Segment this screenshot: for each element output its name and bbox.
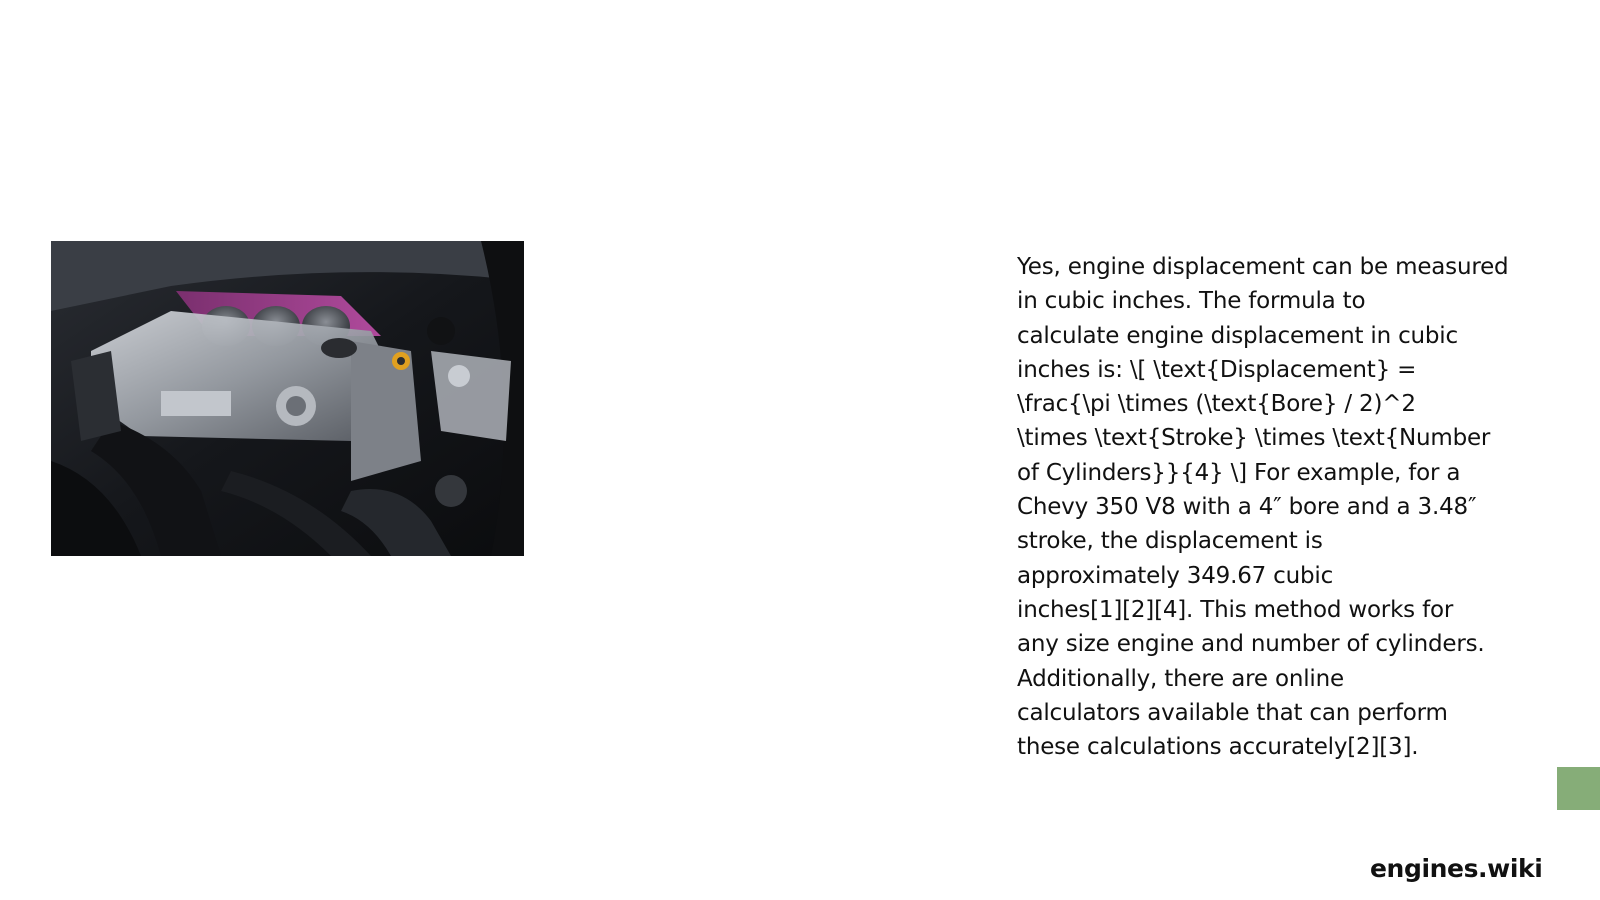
paragraph-line: calculators available that can perform	[1017, 699, 1448, 726]
paragraph-line: approximately 349.67 cubic	[1017, 562, 1334, 589]
paragraph-line: inches is: \[ \text{Displacement} =	[1017, 356, 1417, 383]
paragraph-line: Yes, engine displacement can be measured	[1017, 254, 1509, 280]
paragraph-line: any size engine and number of cylinders.	[1017, 631, 1485, 658]
paragraph-line: calculate engine displacement in cubic	[1017, 322, 1458, 349]
accent-square	[1557, 767, 1600, 810]
paragraph-line: Additionally, there are online	[1017, 665, 1344, 692]
article-paragraph	[1017, 250, 1547, 764]
paragraph-line: \frac{\pi \times (\text{Bore} / 2)^2	[1017, 391, 1416, 418]
paragraph-line: in cubic inches. The formula to	[1017, 288, 1366, 315]
paragraph-line: inches[1][2][4]. This method works for	[1017, 596, 1454, 623]
paragraph-line: Chevy 350 V8 with a 4″ bore and a 3.48″	[1017, 494, 1477, 521]
paragraph-line: \times \text{Stroke} \times \text{Number	[1017, 425, 1491, 452]
engine-photo	[51, 241, 524, 556]
paragraph-line: of Cylinders}}{4} \] For example, for a	[1017, 459, 1461, 486]
site-brand: engines.wiki	[1370, 854, 1543, 883]
engine-bay-illustration	[51, 241, 524, 556]
paragraph-line: stroke, the displacement is	[1017, 528, 1323, 555]
paragraph-line: these calculations accurately[2][3].	[1017, 734, 1419, 761]
